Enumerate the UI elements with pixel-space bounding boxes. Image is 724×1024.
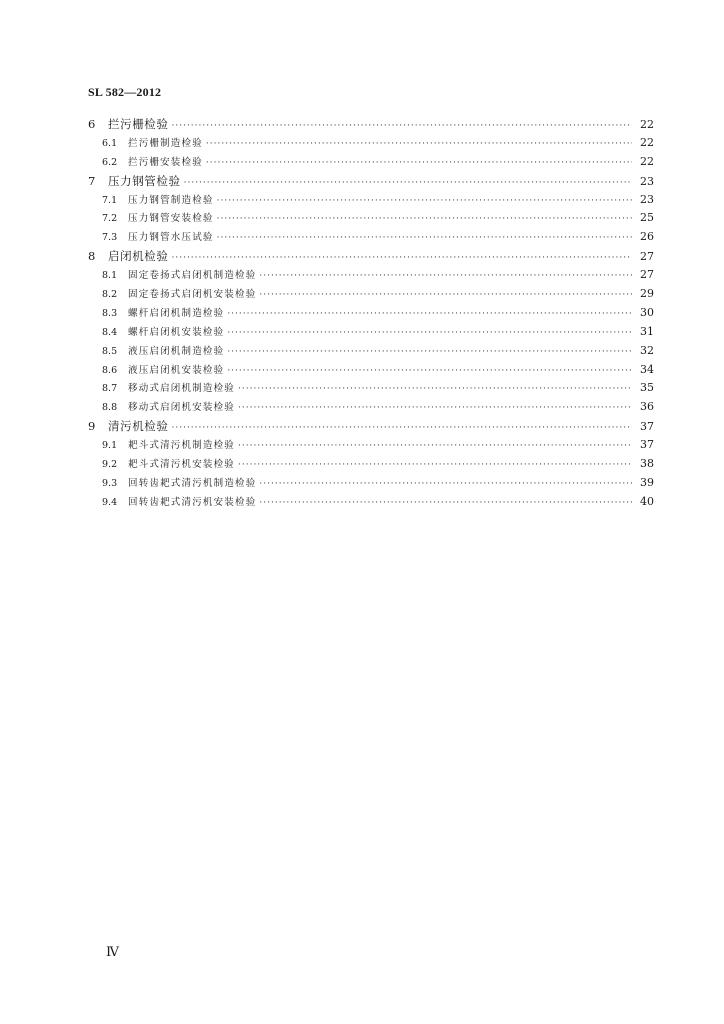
dot-leader	[172, 249, 633, 268]
toc-chapter-7[interactable]	[88, 172, 654, 191]
toc-entry-title: 拦污栅检验	[108, 117, 169, 131]
toc-entry-title: 固定卷扬式启闭机安装检验	[128, 289, 257, 301]
dot-leader	[259, 286, 632, 305]
toc-entry-number: 8.2	[102, 289, 118, 301]
dot-leader	[206, 154, 632, 173]
toc-entry-page: 35	[640, 381, 654, 395]
toc-entry-title: 回转齿耙式清污机制造检验	[128, 477, 257, 489]
toc-section-9-1[interactable]	[88, 436, 654, 455]
dot-leader	[238, 380, 632, 399]
toc-entry-page: 26	[640, 230, 654, 244]
toc-entry-page: 32	[640, 343, 654, 357]
toc-entry-page: 37	[640, 420, 654, 434]
toc-section-8-6[interactable]	[88, 361, 654, 380]
toc-section-6-2[interactable]	[88, 153, 654, 172]
toc-entry-number: 8.7	[102, 383, 118, 395]
toc-entry-number: 7.1	[102, 194, 118, 206]
toc-section-9-3[interactable]	[88, 474, 654, 493]
toc-entry-page: 37	[640, 438, 654, 452]
dot-leader	[172, 419, 633, 438]
toc-entry-title: 拦污栅制造检验	[128, 137, 203, 149]
toc-chapter-9[interactable]	[88, 417, 654, 436]
toc-section-7-3[interactable]	[88, 228, 654, 247]
toc-entry-number: 8.8	[102, 402, 118, 414]
toc-entry-page: 30	[640, 305, 654, 319]
toc-entry-title: 液压启闭机安装检验	[128, 364, 225, 376]
toc-entry-page: 38	[640, 457, 654, 471]
toc-entry-number: 7.3	[102, 232, 118, 244]
toc-section-8-2[interactable]	[88, 285, 654, 304]
toc-entry-page: 23	[640, 192, 654, 206]
toc-entry-page: 25	[640, 211, 654, 225]
toc-entry-number: 9	[88, 419, 96, 434]
toc-section-8-8[interactable]	[88, 398, 654, 417]
toc-section-8-5[interactable]	[88, 342, 654, 361]
toc-section-8-1[interactable]	[88, 266, 654, 285]
toc-entry-title: 耙斗式清污机制造检验	[128, 440, 236, 452]
toc-section-9-4[interactable]	[88, 493, 654, 512]
table-of-contents	[88, 115, 654, 512]
toc-entry-title: 螺杆启闭机制造检验	[128, 307, 225, 319]
dot-leader	[259, 494, 632, 513]
page-folio: Ⅳ	[106, 944, 119, 959]
toc-entry-page: 31	[640, 324, 654, 338]
toc-entry-title: 压力钢管安装检验	[128, 213, 214, 225]
dot-leader	[227, 362, 632, 381]
toc-section-8-3[interactable]	[88, 304, 654, 323]
toc-entry-title: 固定卷扬式启闭机制造检验	[128, 270, 257, 282]
toc-entry-page: 39	[640, 475, 654, 489]
toc-entry-title: 螺杆启闭机安装检验	[128, 326, 225, 338]
toc-entry-number: 6.2	[102, 156, 118, 168]
toc-entry-title: 拦污栅安装检验	[128, 156, 203, 168]
dot-leader	[238, 399, 632, 418]
dot-leader	[227, 343, 632, 362]
dot-leader	[227, 305, 632, 324]
toc-entry-title: 压力钢管水压试验	[128, 232, 214, 244]
toc-entry-number: 9.1	[102, 440, 118, 452]
dot-leader	[238, 456, 632, 475]
toc-chapter-6[interactable]	[88, 115, 654, 134]
dot-leader	[227, 324, 632, 343]
toc-section-8-7[interactable]	[88, 379, 654, 398]
toc-entry-number: 9.2	[102, 459, 118, 471]
dot-leader	[217, 229, 632, 248]
toc-entry-number: 8.1	[102, 270, 118, 282]
toc-entry-title: 移动式启闭机安装检验	[128, 402, 236, 414]
toc-entry-page: 34	[640, 362, 654, 376]
toc-entry-page: 29	[640, 287, 654, 301]
dot-leader	[259, 267, 632, 286]
standard-code: SL 582—2012	[88, 85, 162, 99]
toc-entry-page: 23	[640, 174, 654, 188]
toc-entry-title: 耙斗式清污机安装检验	[128, 459, 236, 471]
toc-entry-number: 7.2	[102, 213, 118, 225]
dot-leader	[217, 192, 632, 211]
toc-entry-title: 液压启闭机制造检验	[128, 345, 225, 357]
toc-section-9-2[interactable]	[88, 455, 654, 474]
toc-entry-number: 9.4	[102, 496, 118, 508]
toc-entry-page: 22	[640, 135, 654, 149]
toc-section-8-4[interactable]	[88, 323, 654, 342]
toc-entry-title: 压力钢管检验	[108, 173, 181, 188]
toc-entry-number: 8.6	[102, 364, 118, 376]
toc-entry-number: 6	[88, 117, 96, 131]
toc-entry-page: 22	[640, 118, 654, 131]
dot-leader	[206, 135, 632, 154]
toc-chapter-8[interactable]	[88, 247, 654, 266]
dot-leader	[217, 210, 632, 229]
toc-entry-title: 清污机检验	[108, 419, 169, 434]
toc-entry-number: 7	[88, 173, 96, 188]
toc-entry-number: 9.3	[102, 477, 118, 489]
toc-entry-number: 6.1	[102, 137, 118, 149]
toc-entry-page: 27	[640, 268, 654, 282]
toc-entry-page: 40	[640, 494, 654, 508]
toc-section-7-2[interactable]	[88, 209, 654, 228]
toc-entry-title: 启闭机检验	[108, 249, 169, 264]
toc-entry-number: 8.3	[102, 307, 118, 319]
toc-entry-page: 36	[640, 400, 654, 414]
toc-entry-title: 移动式启闭机制造检验	[128, 383, 236, 395]
dot-leader	[172, 117, 633, 136]
toc-entry-number: 8.4	[102, 326, 118, 338]
dot-leader	[184, 174, 632, 193]
toc-entry-title: 回转齿耙式清污机安装检验	[128, 496, 257, 508]
toc-entry-page: 22	[640, 154, 654, 168]
toc-entry-title: 压力钢管制造检验	[128, 194, 214, 206]
toc-section-6-1[interactable]	[88, 134, 654, 153]
dot-leader	[259, 475, 632, 494]
toc-entry-number: 8.5	[102, 345, 118, 357]
dot-leader	[238, 437, 632, 456]
toc-entry-number: 8	[88, 249, 96, 264]
toc-section-7-1[interactable]	[88, 191, 654, 210]
toc-entry-page: 27	[640, 250, 654, 264]
